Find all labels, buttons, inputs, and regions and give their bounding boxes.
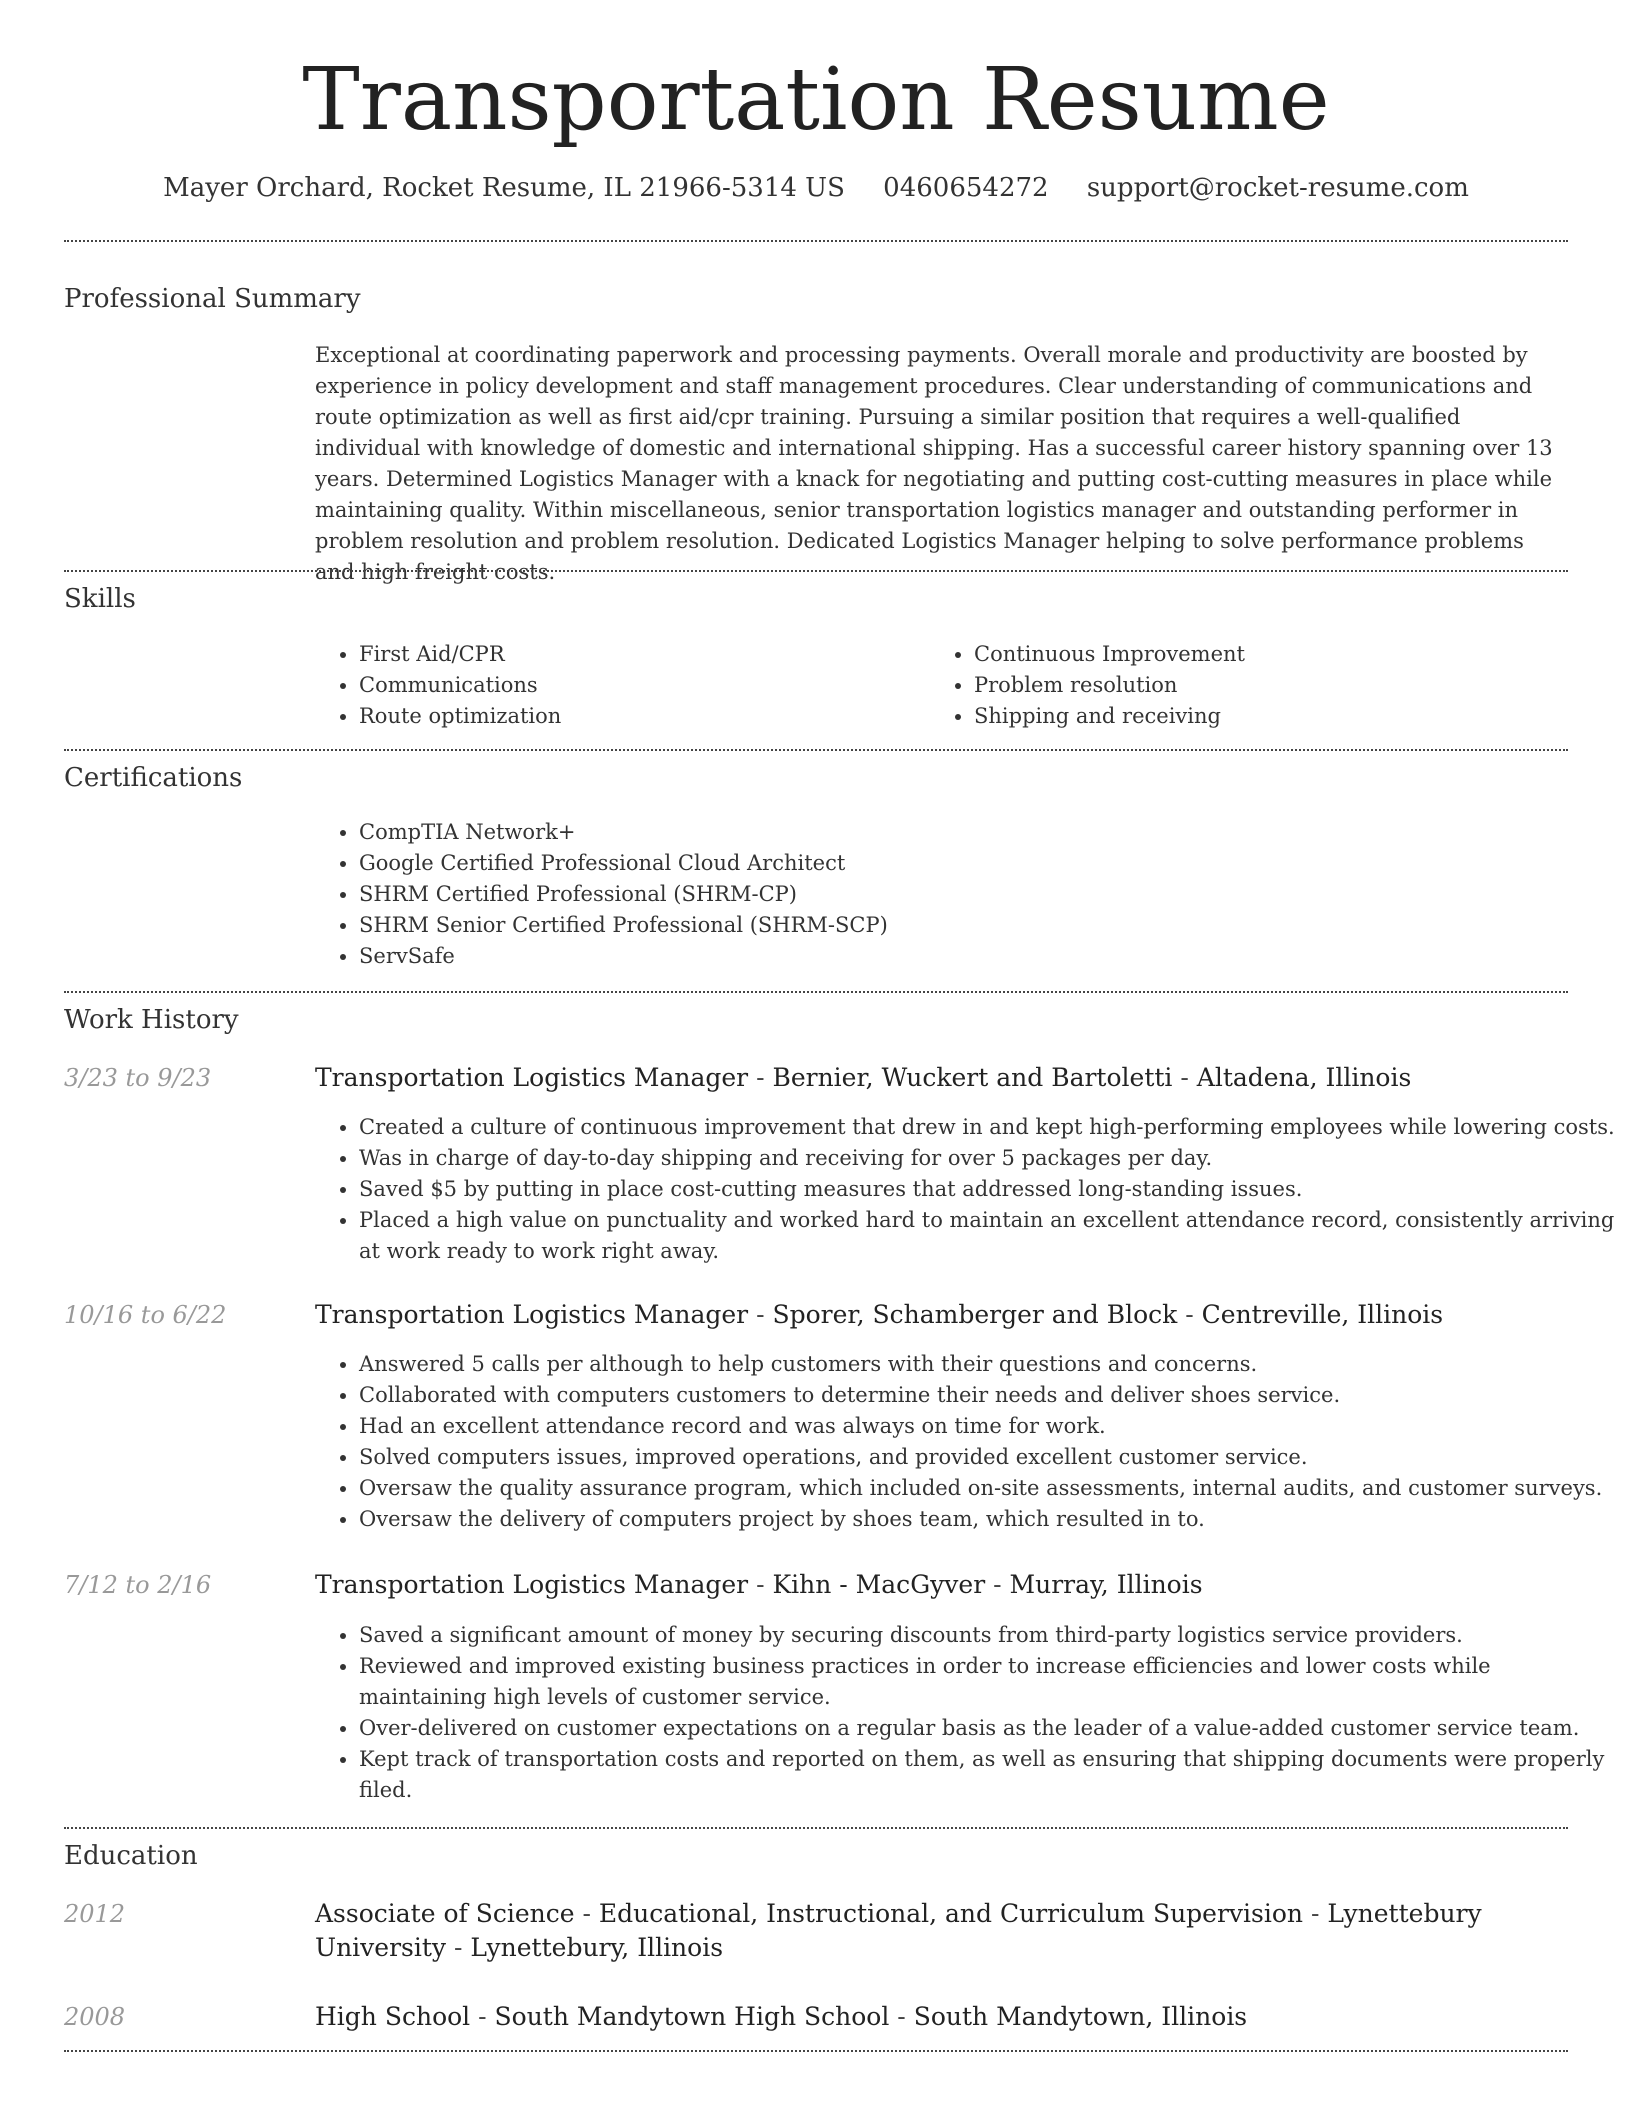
education-field: Educational, Instructional, and Curriculum Supervision [598, 1899, 1304, 1928]
job-bullet: • Created a culture of continuous improvement that drew in and kept high-performing employees while lowering costs. [359, 1112, 1619, 1143]
separator: - [574, 1899, 599, 1928]
skills-list-left [315, 639, 919, 732]
separator: - [446, 1933, 471, 1962]
job-company: Sporer, Schamberger and Block [772, 1300, 1178, 1329]
job-bullet: • Kept track of transportation costs and reported on them, as well as ensuring that shipping documents were properly filed. [359, 1744, 1619, 1806]
education-school: South Mandytown High School [494, 2002, 890, 2031]
education-degree: High School [315, 2002, 471, 2031]
skill-item: • Communications [359, 670, 919, 701]
job-bullet: • Collaborated with computers customers to determine their needs and deliver shoes service. [359, 1380, 1619, 1411]
certification-item: • ServSafe [359, 941, 1559, 972]
skill-item: • Shipping and receiving [974, 701, 1534, 732]
skills-list-right [930, 639, 1534, 732]
section-divider [64, 749, 1568, 751]
separator: - [985, 1570, 1010, 1599]
separator: - [1303, 1899, 1328, 1928]
job-location: Murray, Illinois [1009, 1570, 1203, 1599]
job-bullets [315, 1620, 1619, 1806]
separator: - [1172, 1063, 1197, 1092]
section-divider [64, 240, 1568, 242]
job-heading [315, 1568, 1570, 1602]
summary-heading: Professional Summary [64, 284, 361, 314]
separator: - [748, 1570, 773, 1599]
section-divider [64, 2050, 1568, 2052]
education-location: Lynettebury, Illinois [470, 1933, 724, 1962]
job-company: Kihn - MacGyver [772, 1570, 986, 1599]
certification-item: • SHRM Certified Professional (SHRM-CP) [359, 879, 1559, 910]
separator: - [1177, 1300, 1202, 1329]
certifications-heading: Certifications [64, 763, 243, 793]
job-bullet: • Answered 5 calls per although to help customers with their questions and concerns. [359, 1349, 1619, 1380]
summary-text: Exceptional at coordinating paperwork and processing payments. Overall morale and productivity are boosted by experience in policy development and staff management procedures. Clear understanding of communications and route optimization as well as first aid/cpr training. Pursuing a similar position that requires a well-qualified individual with knowledge of domestic and international shipping. Has a successful career history spanning over 13 years. Determined Logistics Manager with a knack for negotiating and putting cost-cutting measures in place while maintaining quality. Within miscellaneous, senior transportation logistics manager and outstanding performer in problem resolution and problem resolution. Dedicated Logistics Manager helping to solve performance problems and high freight costs. [315, 343, 1553, 584]
job-title: Transportation Logistics Manager [315, 1063, 749, 1092]
job-bullet: • Had an excellent attendance record and was always on time for work. [359, 1411, 1619, 1442]
skill-item: • Problem resolution [974, 670, 1534, 701]
skill-item: • Route optimization [359, 701, 919, 732]
job-location: Centreville, Illinois [1201, 1300, 1444, 1329]
job-bullets [315, 1112, 1619, 1267]
section-divider [64, 991, 1568, 993]
job-bullets [315, 1349, 1619, 1535]
work-history-heading: Work History [64, 1005, 239, 1035]
certification-item: • CompTIA Network+ [359, 817, 1559, 848]
skill-item: • First Aid/CPR [359, 639, 919, 670]
job-dates: 10/16 to 6/22 [64, 1301, 227, 1329]
education-heading: Education [64, 1841, 198, 1871]
job-dates: 3/23 to 9/23 [64, 1064, 212, 1092]
section-divider [64, 1827, 1568, 1829]
job-bullet: • Placed a high value on punctuality and worked hard to maintain an excellent attendance record, consistently arriving at work ready to work right away. [359, 1205, 1619, 1267]
section-divider [64, 570, 1568, 572]
job-heading [315, 1061, 1570, 1095]
resume-title: Transportation Resume [302, 50, 1330, 150]
certification-item: • Google Certified Professional Cloud Architect [359, 848, 1559, 879]
separator: - [470, 2002, 495, 2031]
job-title: Transportation Logistics Manager [315, 1300, 749, 1329]
job-bullet: • Over-delivered on customer expectations on a regular basis as the leader of a value-added customer service team. [359, 1713, 1619, 1744]
job-bullet: • Saved a significant amount of money by securing discounts from third-party logistics service providers. [359, 1620, 1619, 1651]
job-company: Bernier, Wuckert and Bartoletti [772, 1063, 1173, 1092]
job-heading [315, 1298, 1570, 1332]
education-school: Lynettebury University [315, 1899, 1482, 1962]
separator: - [748, 1300, 773, 1329]
job-bullet: • Was in charge of day-to-day shipping and receiving for over 5 packages per day. [359, 1143, 1619, 1174]
contact-email[interactable]: support@rocket-resume.com [1086, 173, 1469, 203]
contact-address: Mayer Orchard, Rocket Resume, IL 21966-5314 US [163, 173, 845, 203]
job-bullet: • Solved computers issues, improved operations, and provided excellent customer service. [359, 1442, 1619, 1473]
education-degree: Associate of Science [315, 1899, 575, 1928]
certification-item: • SHRM Senior Certified Professional (SHRM-SCP) [359, 910, 1559, 941]
skill-item: • Continuous Improvement [974, 639, 1534, 670]
job-location: Altadena, Illinois [1196, 1063, 1412, 1092]
separator: - [889, 2002, 914, 2031]
job-title: Transportation Logistics Manager [315, 1570, 749, 1599]
certifications-list [315, 817, 1559, 972]
job-bullet: • Reviewed and improved existing business practices in order to increase efficiencies and lower costs while maintaining high levels of customer service. [359, 1651, 1619, 1713]
education-year: 2008 [64, 2003, 126, 2031]
skills-heading: Skills [64, 584, 136, 614]
job-bullet: • Oversaw the delivery of computers project by shoes team, which resulted in to. [359, 1504, 1619, 1535]
education-location: South Mandytown, Illinois [913, 2002, 1248, 2031]
job-dates: 7/12 to 2/16 [64, 1571, 212, 1599]
education-year: 2012 [64, 1900, 126, 1928]
separator: - [748, 1063, 773, 1092]
job-bullet: • Saved $5 by putting in place cost-cutting measures that addressed long-standing issues. [359, 1174, 1619, 1205]
education-entry [315, 2000, 1570, 2034]
education-entry [315, 1897, 1570, 1965]
contact-phone: 0460654272 [883, 173, 1049, 203]
contact-line [0, 168, 1632, 208]
job-bullet: • Oversaw the quality assurance program, which included on-site assessments, internal audits, and customer surveys. [359, 1473, 1619, 1504]
